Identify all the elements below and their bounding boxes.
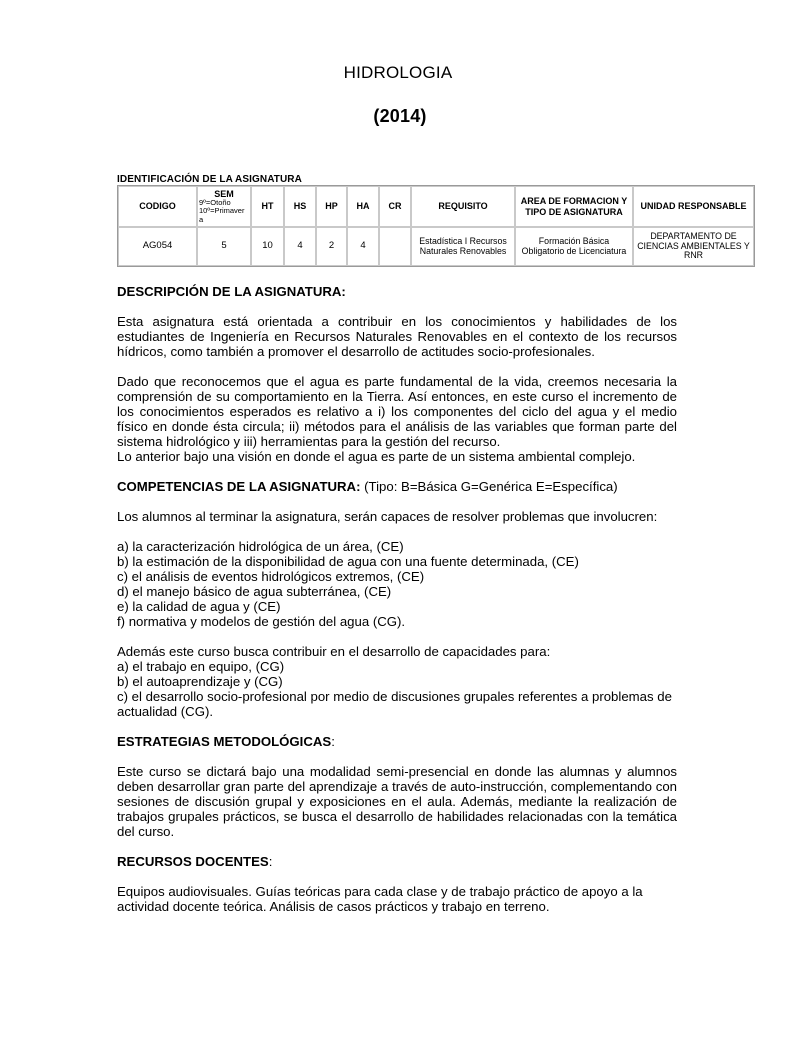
list-item: b) el autoaprendizaje y (CG) [117, 674, 283, 689]
cell-codigo: AG054 [118, 227, 197, 266]
header-ht: HT [251, 186, 284, 227]
cell-hp: 2 [316, 227, 347, 266]
header-requisito: REQUISITO [411, 186, 515, 227]
recursos-heading-line [117, 854, 677, 869]
identification-label: IDENTIFICACIÓN DE LA ASIGNATURA [117, 174, 302, 185]
header-codigo: CODIGO [118, 186, 197, 227]
document-body [117, 284, 677, 914]
recursos-line-1: Equipos audiovisuales. Guías teóricas para cada clase y de trabajo práctico de apoyo a la [117, 884, 643, 899]
competencias-heading-line [117, 479, 677, 494]
header-hs: HS [284, 186, 316, 227]
cell-cr [379, 227, 411, 266]
cell-ht: 10 [251, 227, 284, 266]
estrategias-colon: : [331, 734, 335, 749]
cell-unidad: DEPARTAMENTO DE CIENCIAS AMBIENTALES Y RNR [633, 227, 754, 266]
list-item: c) el desarrollo socio-profesional por medio de discusiones grupales referentes a problemas de actualidad (CG). [117, 689, 672, 719]
list-item: a) la caracterización hidrológica de un área, (CE) [117, 539, 404, 554]
list-item: d) el manejo básico de agua subterránea, (CE) [117, 584, 392, 599]
list-item: b) la estimación de la disponibilidad de agua con una fuente determinada, (CE) [117, 554, 579, 569]
recursos-heading: RECURSOS DOCENTES [117, 854, 269, 869]
estrategias-heading-line [117, 734, 677, 749]
document-title: HIDROLOGIA [343, 63, 453, 82]
course-identification-table [117, 185, 755, 267]
cell-sem: 5 [197, 227, 251, 266]
competencias-intro-2: Además este curso busca contribuir en el desarrollo de capacidades para: [117, 644, 551, 659]
competencias-heading: COMPETENCIAS DE LA ASIGNATURA: [117, 479, 361, 494]
recursos-colon: : [268, 854, 273, 869]
document-year: (2014) [373, 106, 427, 126]
header-sem-otono: 9º=Otoño [199, 197, 231, 207]
header-hp: HP [316, 186, 347, 227]
cell-hs: 4 [284, 227, 316, 266]
table-row [118, 227, 754, 266]
header-ha: HA [347, 186, 379, 227]
descripcion-heading: DESCRIPCIÓN DE LA ASIGNATURA: [117, 284, 346, 299]
list-item: e) la calidad de agua y (CE) [117, 599, 281, 614]
list-item: a) el trabajo en equipo, (CG) [117, 659, 285, 674]
cell-requisito: Estadística I Recursos Naturales Renovables [411, 227, 515, 266]
list-item: f) normativa y modelos de gestión del agua (CG). [117, 614, 406, 629]
table-header-row [118, 186, 754, 227]
descripcion-paragraph-2: Dado que reconocemos que el agua es parte fundamental de la vida, creemos necesaria la comprensión de su comportamiento en la Tierra. Así entonces, en este curso el incremento de los conocimientos esperados es relativo a i) los componentes del ciclo del agua y el medio físico en donde ésta circula; ii) métodos para el análisis de las variables que forman parte del sistema hidrológico y iii) herramientas para la gestión del recurso. [117, 374, 677, 449]
list-item: c) el análisis de eventos hidrológicos extremos, (CE) [117, 569, 425, 584]
estrategias-paragraph: Este curso se dictará bajo una modalidad semi-presencial en donde las alumnas y alumnos deben desarrollar gran parte del aprendizaje a través de auto-instrucción, complementando con sesiones de discusión grupal y exposiciones en el aula. Además, mediante la realización de trabajos grupales prácticos, se busca el desarrollo de habilidades relacionadas con la temática del curso. [117, 764, 677, 839]
header-sem-primavera: 10º=Primaver a [199, 206, 245, 224]
header-area: AREA DE FORMACION Y TIPO DE ASIGNATURA [515, 186, 633, 227]
header-unidad: UNIDAD RESPONSABLE [633, 186, 754, 227]
header-sem-label: SEM [214, 188, 234, 199]
descripcion-paragraph-1: Esta asignatura está orientada a contribuir en los conocimientos y habilidades de los estudiantes de Ingeniería en Recursos Naturales Renovables en el contexto de los recursos hídricos, como también a promover el desarrollo de actitudes socio-profesionales. [117, 314, 677, 359]
cell-area: Formación Básica Obligatorio de Licenciatura [515, 227, 633, 266]
descripcion-paragraph-3: Lo anterior bajo una visión en donde el agua es parte de un sistema ambiental complejo. [117, 449, 636, 464]
cell-ha: 4 [347, 227, 379, 266]
estrategias-heading: ESTRATEGIAS METODOLÓGICAS [117, 734, 332, 749]
header-sem [197, 186, 251, 227]
recursos-line-2: actividad docente teórica. Análisis de casos prácticos y trabajo en terreno. [117, 899, 550, 914]
header-cr: CR [379, 186, 411, 227]
competencias-tipo: (Tipo: B=Básica G=Genérica E=Específica) [360, 479, 618, 494]
competencias-intro: Los alumnos al terminar la asignatura, serán capaces de resolver problemas que involucren: [117, 509, 658, 524]
